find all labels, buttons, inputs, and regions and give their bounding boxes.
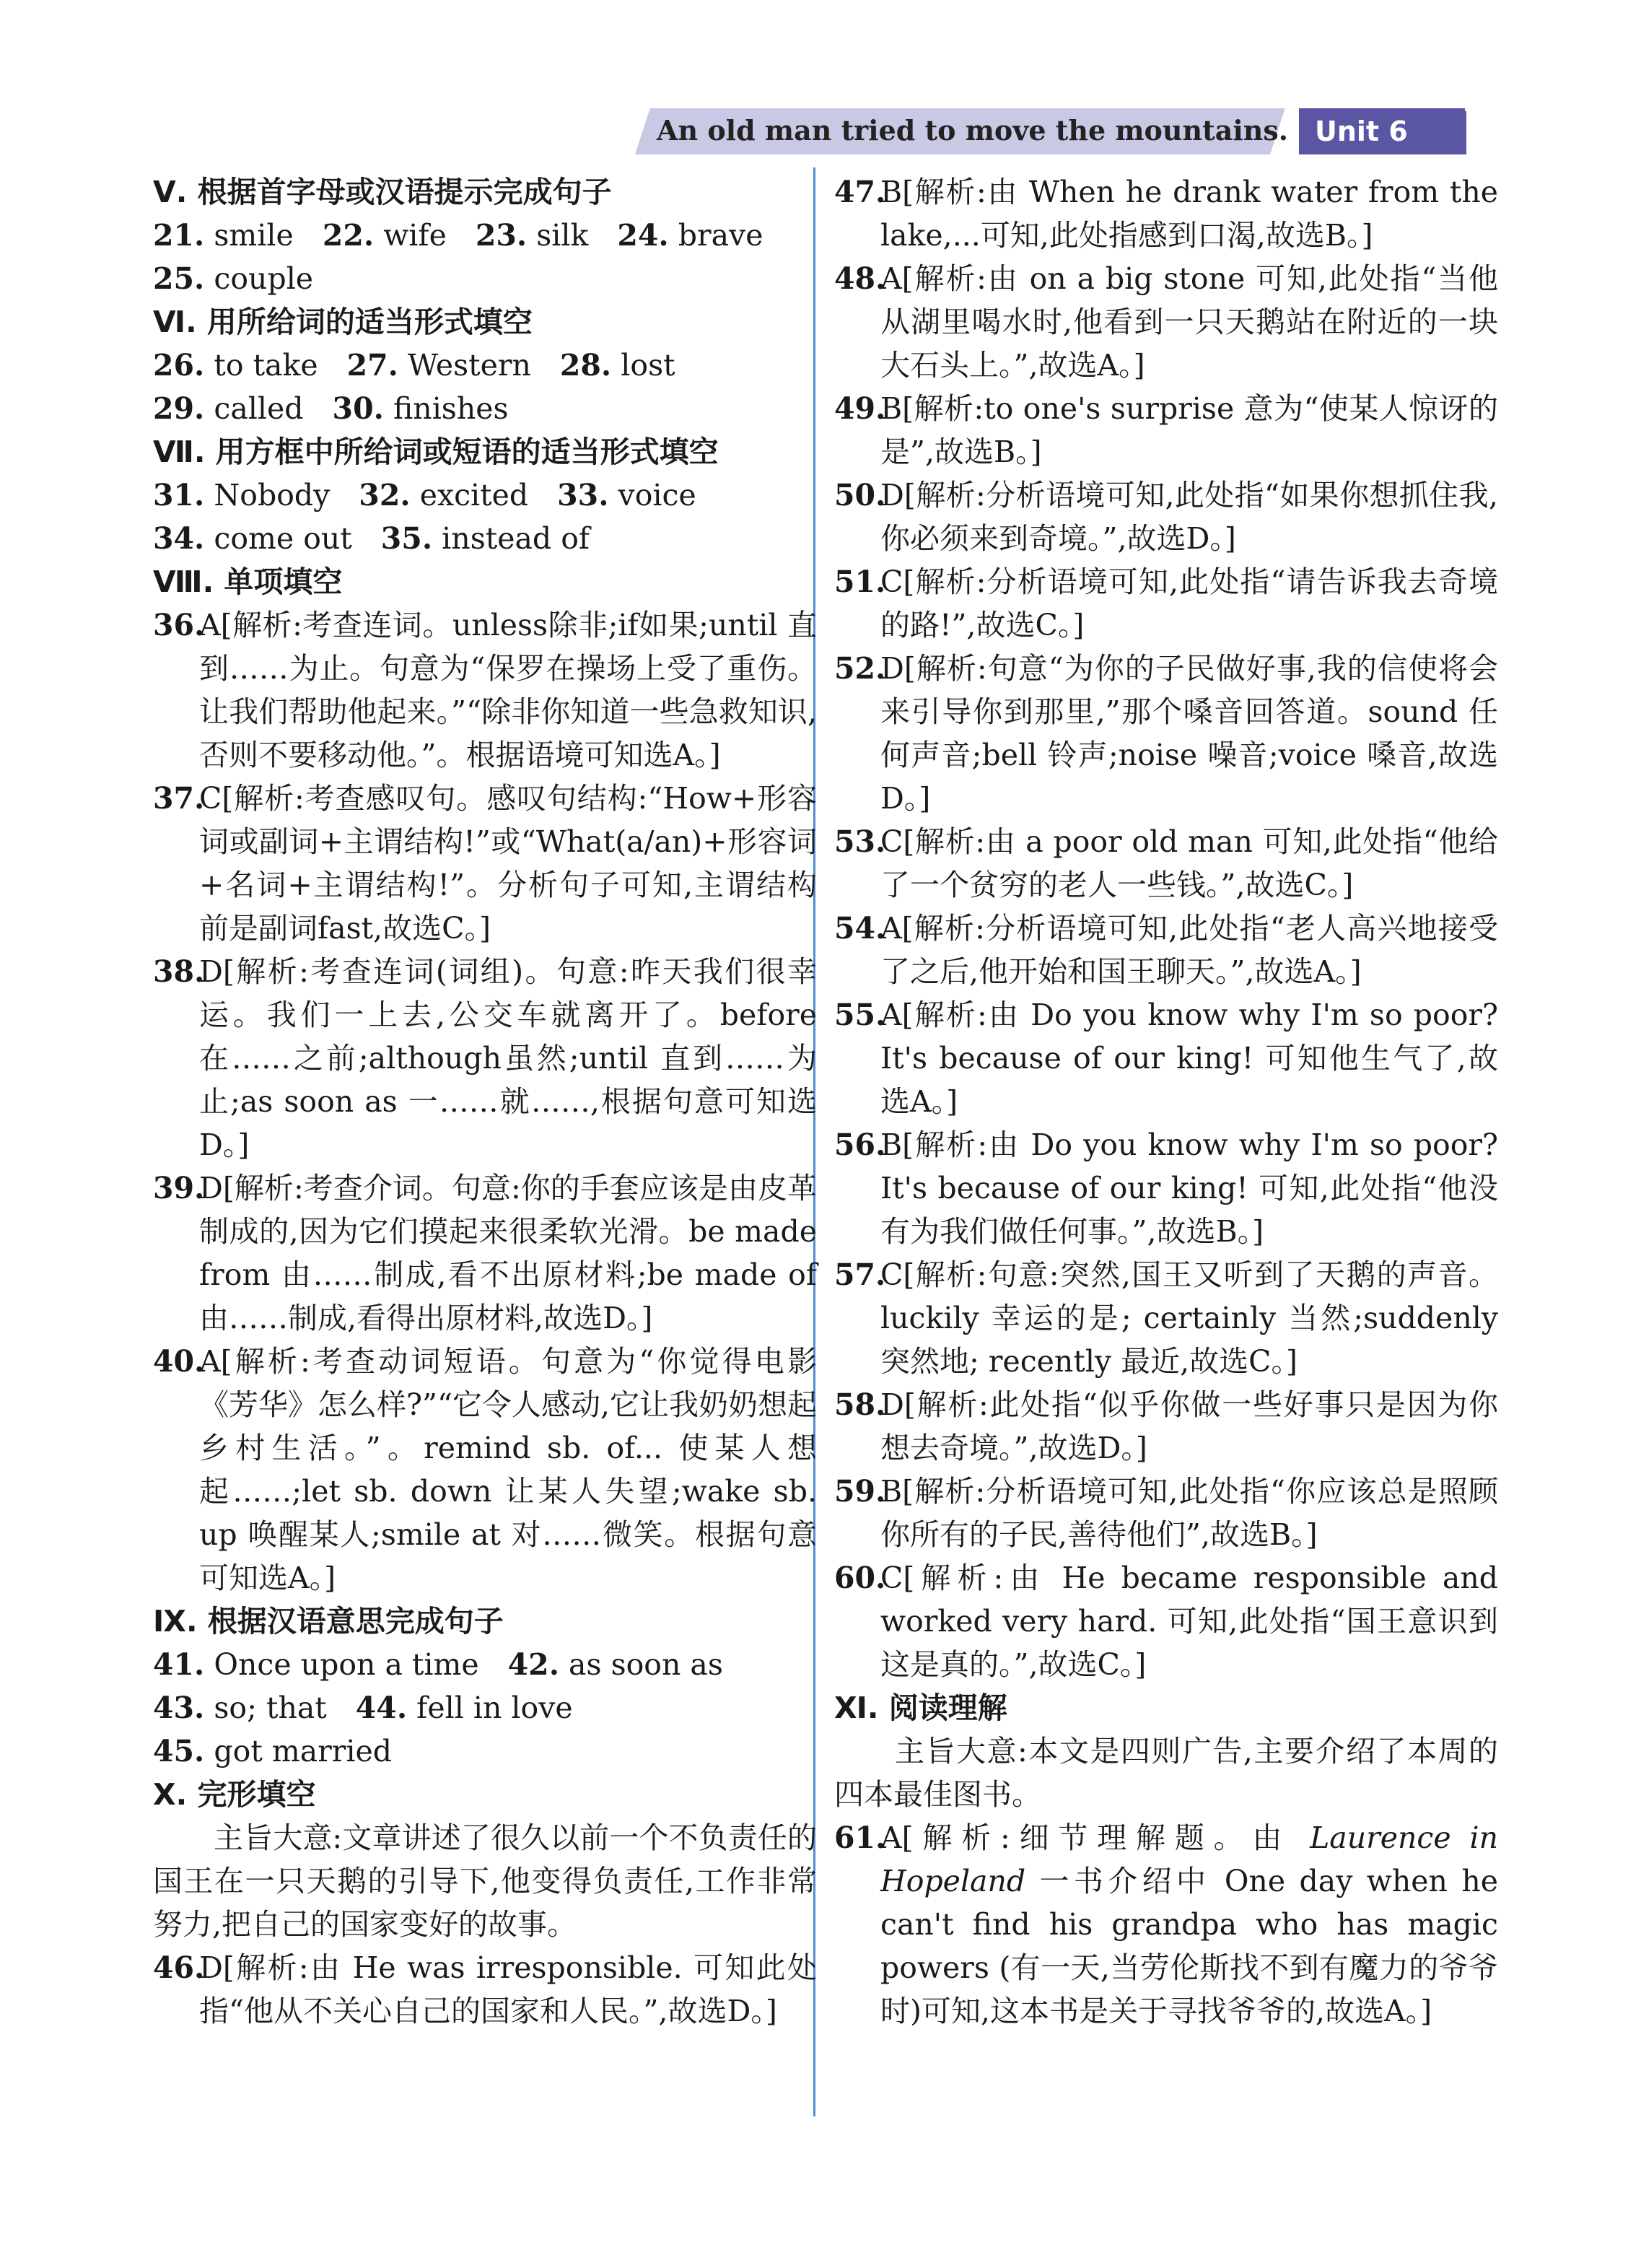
answer-44: 44. fell in love [355, 1691, 573, 1725]
section-7-title: Ⅶ. 用方框中所给词或短语的适当形式填空 [153, 435, 719, 469]
right-column [834, 170, 1498, 2033]
answer-47: 47.B[解析:由 When he drank water from the lake,...可知,此处指感到口渴,故选B。] [834, 175, 1498, 253]
answer-31: 31. Nobody [153, 478, 331, 513]
answer-34: 34. come out [153, 521, 352, 556]
answer-61: 61.A[解析:细节理解题。由 Laurence in Hopeland 一书介绍中 One day when he can't find his grandpa who has magic powers (有一天,当劳伦斯找不到有魔力的爷爷时)可知,这本书是关于寻找爷爷的,故选A。] [834, 1820, 1499, 2028]
answer-46: 46.D[解析:由 He was irresponsible. 可知此处指“他从不关心自己的国家和人民。”,故选D。] [153, 1950, 817, 2028]
section-7-answers [153, 474, 817, 560]
answer-36: 36.A[解析:考查连词。unless除非;if如果;until 直到……为止。句意为“保罗在操场上受了重伤。让我们帮助他起来。”“除非你知道一些急救知识,否则不要移动他。”。根据语境可知选A。] [153, 608, 817, 772]
left-column [153, 170, 817, 2033]
answer-22: 22. wife [322, 218, 447, 253]
answer-42: 42. as soon as [507, 1647, 723, 1682]
section-10-summary: 主旨大意:文章讲述了很久以前一个不负责任的国王在一只天鹅的引导下,他变得负责任,工作非常努力,把自己的国家变好的故事。 [153, 1820, 817, 1942]
answer-58: 58.D[解析:此处指“似乎你做一些好事只是因为你想去奇境。”,故选D。] [834, 1387, 1498, 1465]
answer-28: 28. lost [559, 348, 675, 383]
answer-27: 27. Western [346, 348, 531, 383]
answer-33: 33. voice [557, 478, 696, 513]
answer-49: 49.B[解析:to one's surprise 意为“使某人惊讶的是”,故选B。] [834, 391, 1498, 469]
answer-45: 45. got married [153, 1734, 392, 1768]
answer-32: 32. excited [359, 478, 529, 513]
section-9-title: Ⅸ. 根据汉语意思完成句子 [153, 1604, 504, 1639]
section-5-title: Ⅴ. 根据首字母或汉语提示完成句子 [153, 175, 612, 209]
answer-37: 37.C[解析:考查感叹句。感叹句结构:“How+形容词或副词+主谓结构!”或“What(a/an)+形容词+名词+主谓结构!”。分析句子可知,主谓结构前是副词fast,故选C。] [153, 781, 817, 946]
answer-23: 23. silk [475, 218, 589, 253]
unit-badge: Unit 6 [1299, 108, 1465, 154]
answer-50: 50.D[解析:分析语境可知,此处指“如果你想抓住我,你必须来到奇境。”,故选D。] [834, 478, 1498, 556]
book-title: Laurence in Hopeland [880, 1820, 1499, 1898]
answer-41: 41. Once upon a time [153, 1647, 479, 1682]
answer-48: 48.A[解析:由 on a big stone 可知,此处指“当他从湖里喝水时,他看到一只天鹅站在附近的一块大石头上。”,故选A。] [834, 261, 1498, 383]
answer-38: 38.D[解析:考查连词(词组)。句意:昨天我们很幸运。我们一上去,公交车就离开了。before 在……之前;although虽然;until 直到……为止;as soon as 一……就……,根据句意可知选D。] [153, 954, 817, 1162]
answer-26: 26. to take [153, 348, 318, 383]
answer-51: 51.C[解析:分析语境可知,此处指“请告诉我去奇境的路!”,故选C。] [834, 564, 1498, 642]
section-10-title: Ⅹ. 完形填空 [153, 1777, 316, 1812]
section-11-title: Ⅺ. 阅读理解 [834, 1691, 1007, 1725]
answer-56: 56.B[解析:由 Do you know why I'm so poor? It's because of our king! 可知,此处指“他没有为我们做任何事。”,故选B。] [834, 1128, 1498, 1249]
header-accent-bar [1458, 111, 1466, 154]
answer-35: 35. instead of [380, 521, 590, 556]
answer-54: 54.A[解析:分析语境可知,此处指“老人高兴地接受了之后,他开始和国王聊天。”,故选A。] [834, 911, 1498, 989]
answer-21: 21. smile [153, 218, 294, 253]
answer-40: 40.A[解析:考查动词短语。句意为“你觉得电影《芳华》怎么样?”“它令人感动,它让我奶奶想起乡村生活。”。remind sb. of... 使某人想起……;let sb. down 让某人失望;wake sb. up 唤醒某人;smile at 对……微笑。根据句意可知选A。] [153, 1344, 817, 1595]
answer-29: 29. called [153, 391, 304, 426]
section-8-title: Ⅷ. 单项填空 [153, 564, 343, 599]
answer-55: 55.A[解析:由 Do you know why I'm so poor? It's because of our king! 可知他生气了,故选A。] [834, 998, 1498, 1119]
answer-60: 60.C[解析:由 He became responsible and worked very hard. 可知,此处指“国王意识到这是真的。”,故选C。] [834, 1561, 1498, 1682]
section-9-answers [153, 1643, 817, 1773]
answer-53: 53.C[解析:由 a poor old man 可知,此处指“他给了一个贫穷的老人一些钱。”,故选C。] [834, 824, 1498, 902]
section-6-title: Ⅵ. 用所给词的适当形式填空 [153, 305, 533, 339]
answer-24: 24. brave [617, 218, 763, 253]
answer-52: 52.D[解析:句意“为你的子民做好事,我的信使将会来引导你到那里,”那个嗓音回答道。sound 任何声音;bell 铃声;noise 噪音;voice 嗓音,故选D。] [834, 651, 1498, 816]
section-11-summary: 主旨大意:本文是四则广告,主要介绍了本周的四本最佳图书。 [834, 1734, 1498, 1812]
header-motto: An old man tried to move the mountains. [657, 114, 1289, 147]
answer-59: 59.B[解析:分析语境可知,此处指“你应该总是照顾你所有的子民,善待他们”,故选B。] [834, 1474, 1498, 1552]
answer-39: 39.D[解析:考查介词。句意:你的手套应该是由皮革制成的,因为它们摸起来很柔软光滑。be made from 由……制成,看不出原材料;be made of 由……制成,看得出原材料,故选D。] [153, 1171, 817, 1335]
section-5-answers [153, 214, 817, 300]
answer-43: 43. so; that [153, 1691, 327, 1725]
answer-25: 25. couple [153, 261, 314, 296]
answer-30: 30. finishes [332, 391, 509, 426]
section-6-answers [153, 344, 817, 430]
answer-57: 57.C[解析:句意:突然,国王又听到了天鹅的声音。luckily 幸运的是; certainly 当然;suddenly 突然地; recently 最近,故选C。] [834, 1257, 1498, 1379]
